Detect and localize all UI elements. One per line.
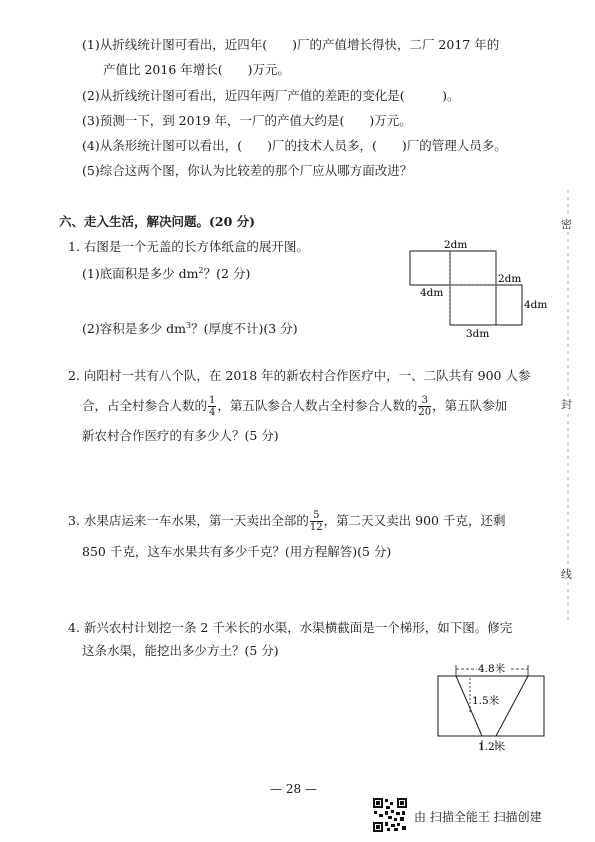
net-label-bottom: 3dm <box>466 328 490 340</box>
net-label-right: 4dm <box>524 299 548 311</box>
net-right-face <box>496 285 522 325</box>
net-top-face <box>450 251 496 285</box>
problem-3-line2: 850 千克，这车水果共有多少千克？(用方程解答)(5 分) <box>82 544 392 559</box>
stats-q2: (2)从折线统计图可看出，近四年两厂产值的差距的变化是( )。 <box>82 88 460 103</box>
problem-4-line2: 这条水渠，能挖出多少方土？(5 分) <box>82 643 279 658</box>
scanner-credit: 由 扫描全能王 扫描创建 <box>414 810 542 824</box>
margin-char-middle: 封 <box>561 398 572 411</box>
problem-1-sub1: (1)底面积是多少 $dm^2$？(2 分) <box>82 266 251 282</box>
net-bottom-face <box>450 285 496 325</box>
section-title: 六、走入生活，解决问题。(20 分) <box>59 214 256 229</box>
fraction-five-twelfths: $\frac{5}{12}$ <box>309 510 323 533</box>
page-number: — 28 — <box>270 782 317 796</box>
margin-char-lower: 线 <box>561 568 572 581</box>
margin-char-upper: 密 <box>561 218 572 231</box>
problem-3-line1: 3. 水果店运来一车水果，第一天卖出全部的 $\frac{5}{12}$ ，第二天又卖出 900 千克，还剩 <box>68 510 506 533</box>
net-label-left: 4dm <box>420 287 444 299</box>
canal-label-top: 4.8米 <box>478 663 506 675</box>
problem-2-line1: 2. 向阳村一共有八个队，在 2018 年的新农村合作医疗中，一、二队共有 900 人参 <box>68 368 531 383</box>
stats-q3: (3)预测一下，到 2019 年，一厂的产值大约是( )万元。 <box>82 113 412 128</box>
fraction-three-twentieths: $\frac{3}{20}$ <box>418 395 432 418</box>
net-label-right-top: 2dm <box>498 273 522 285</box>
problem-2-line2: 合，占全村参合人数的 $\frac{1}{4}$ ，第五队参合人数占全村参合人数的 $\frac{3}{20}$ ，第五队参加 <box>82 395 508 418</box>
canal-label-depth: 1.5米 <box>472 695 500 707</box>
qr-code-icon <box>372 797 408 833</box>
problem-1-stem: 1. 右图是一个无盖的长方体纸盒的展开图。 <box>68 239 309 254</box>
net-label-top: 2dm <box>444 239 468 251</box>
stats-q1-line2: 产值比 2016 年增长( )万元。 <box>103 62 291 77</box>
canal-label-bottom: 1.2米 <box>478 741 506 753</box>
canal-cross-section-diagram <box>430 660 550 755</box>
box-net-diagram <box>400 234 550 344</box>
net-left-face <box>410 251 450 285</box>
fraction-one-quarter: $\frac{1}{4}$ <box>209 395 216 418</box>
stats-q1-line1: (1)从折线统计图可看出，近四年( )厂的产值增长得快，二厂 2017 年的 <box>82 37 500 52</box>
stats-q4: (4)从条形统计图可以看出，( )厂的技术人员多，( )厂的管理人员多。 <box>82 138 507 153</box>
problem-4-line1: 4. 新兴农村计划挖一条 2 千米长的水渠，水渠横截面是一个梯形，如下图。修完 <box>68 620 513 635</box>
problem-1-sub2: (2)容积是多少 $dm^3$？(厚度不计)(3 分) <box>82 321 298 337</box>
stats-q5: (5)综合这两个图，你认为比较差的那个厂应从哪方面改进？ <box>82 163 413 178</box>
problem-2-line3: 新农村合作医疗的有多少人？(5 分) <box>82 428 279 443</box>
